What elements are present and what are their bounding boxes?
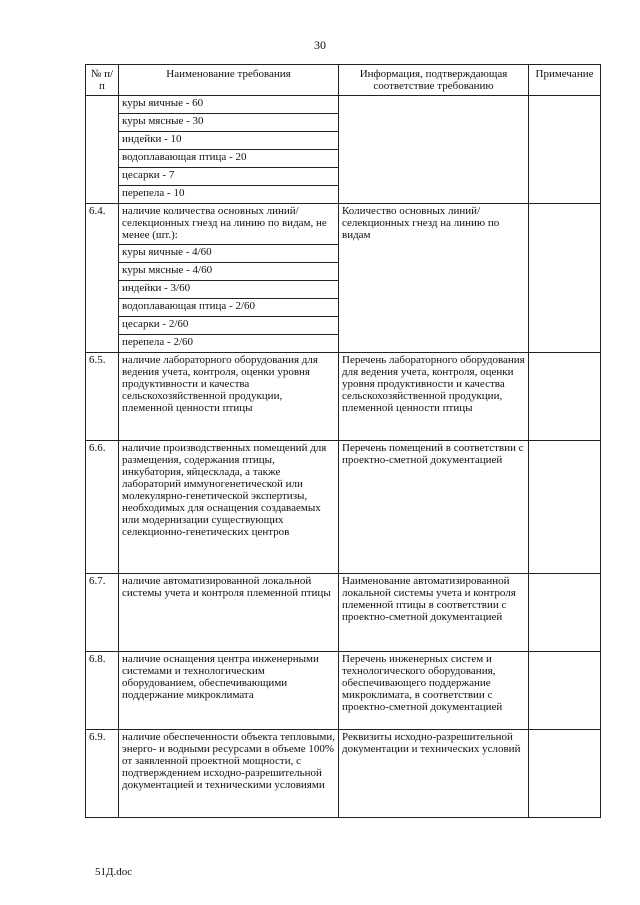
list-item: цесарки - 7: [119, 168, 339, 186]
list-item: куры яичные - 60: [119, 96, 339, 114]
header-name: Наименование требования: [119, 65, 339, 96]
table-row: [86, 730, 601, 818]
list-item: водоплавающая птица - 2/60: [119, 299, 339, 317]
row-info-cell: Перечень инженерных систем и технологического оборудования, обеспечивающего поддержание микроклимата, в соответствии с проектно-сметной документацией: [339, 652, 529, 730]
list-item: куры мясные - 30: [119, 114, 339, 132]
row-num-cell: 6.5.: [86, 353, 119, 441]
row-note-cell: [529, 441, 601, 574]
list-item: индейки - 10: [119, 132, 339, 150]
row-info-cell: Перечень помещений в соответствии с проектно-сметной документацией: [339, 441, 529, 574]
list-item: перепела - 2/60: [119, 335, 339, 353]
table-row: [86, 652, 601, 730]
row-note-cell: [529, 652, 601, 730]
list-item: куры яичные - 4/60: [119, 245, 339, 263]
list-item: индейки - 3/60: [119, 281, 339, 299]
header-note: Примечание: [529, 65, 601, 96]
row-note-cell: [529, 730, 601, 818]
row-num-cell: 6.7.: [86, 574, 119, 652]
list-item: цесарки - 2/60: [119, 317, 339, 335]
table-header-row: [86, 65, 601, 96]
row-info-cell: [339, 96, 529, 204]
table-row: [86, 96, 601, 114]
header-num: № п/п: [86, 65, 119, 96]
row-note-cell: [529, 353, 601, 441]
table-row: [86, 353, 601, 441]
row-num-cell: 6.9.: [86, 730, 119, 818]
footer-filename: 51Д.doc: [95, 866, 133, 878]
row-note-cell: [529, 96, 601, 204]
row-note-cell: [529, 204, 601, 353]
row-name-cell: наличие автоматизированной локальной системы учета и контроля племенной птицы: [119, 574, 339, 652]
list-item: водоплавающая птица - 20: [119, 150, 339, 168]
row-info-cell: Количество основных линий/селекционных гнезд на линию по видам: [339, 204, 529, 353]
requirements-table: [85, 64, 601, 818]
list-item: перепела - 10: [119, 186, 339, 204]
table-row: [86, 441, 601, 574]
row-info-cell: Перечень лабораторного оборудования для ведения учета, контроля, оценки уровня продуктивности и качества сельскохозяйственной продукции, племенной ценности птицы: [339, 353, 529, 441]
page-number: 30: [314, 38, 326, 52]
table-row: [86, 204, 601, 245]
row-num-cell: [86, 96, 119, 204]
row-info-cell: Реквизиты исходно-разрешительной документации и технических условий: [339, 730, 529, 818]
row-name-cell: наличие производственных помещений для размещения, содержания птицы, инкубатория, яйцесклада, а также лабораторий иммуногенетической или молекулярно-генетической экспертизы, необходимых для оснащения создаваемых или модернизации существующих селекционно-генетических центров: [119, 441, 339, 574]
row-name-cell: наличие оснащения центра инженерными системами и технологическим оборудованием, обеспечивающими поддержание микроклимата: [119, 652, 339, 730]
table-row: [86, 574, 601, 652]
row-name-cell: наличие обеспеченности объекта тепловыми, энерго- и водными ресурсами в объеме 100% от заявленной проектной мощности, с подтверждением исходно-разрешительной документацией и техническими условиями: [119, 730, 339, 818]
row-name-cell: наличие лабораторного оборудования для ведения учета, контроля, оценки уровня продуктивности и качества сельскохозяйственной продукции, племенной ценности птицы: [119, 353, 339, 441]
row-num-cell: 6.8.: [86, 652, 119, 730]
header-info: Информация, подтверждающая соответствие требованию: [339, 65, 529, 96]
row-name-cell: наличие количества основных линий/селекционных гнезд на линию по видам, не менее (шт.):: [119, 204, 339, 245]
list-item: куры мясные - 4/60: [119, 263, 339, 281]
row-info-cell: Наименование автоматизированной локальной системы учета и контроля племенной птицы в соответствии с проектно-сметной документацией: [339, 574, 529, 652]
row-note-cell: [529, 574, 601, 652]
row-num-cell: 6.6.: [86, 441, 119, 574]
row-num-cell: 6.4.: [86, 204, 119, 353]
